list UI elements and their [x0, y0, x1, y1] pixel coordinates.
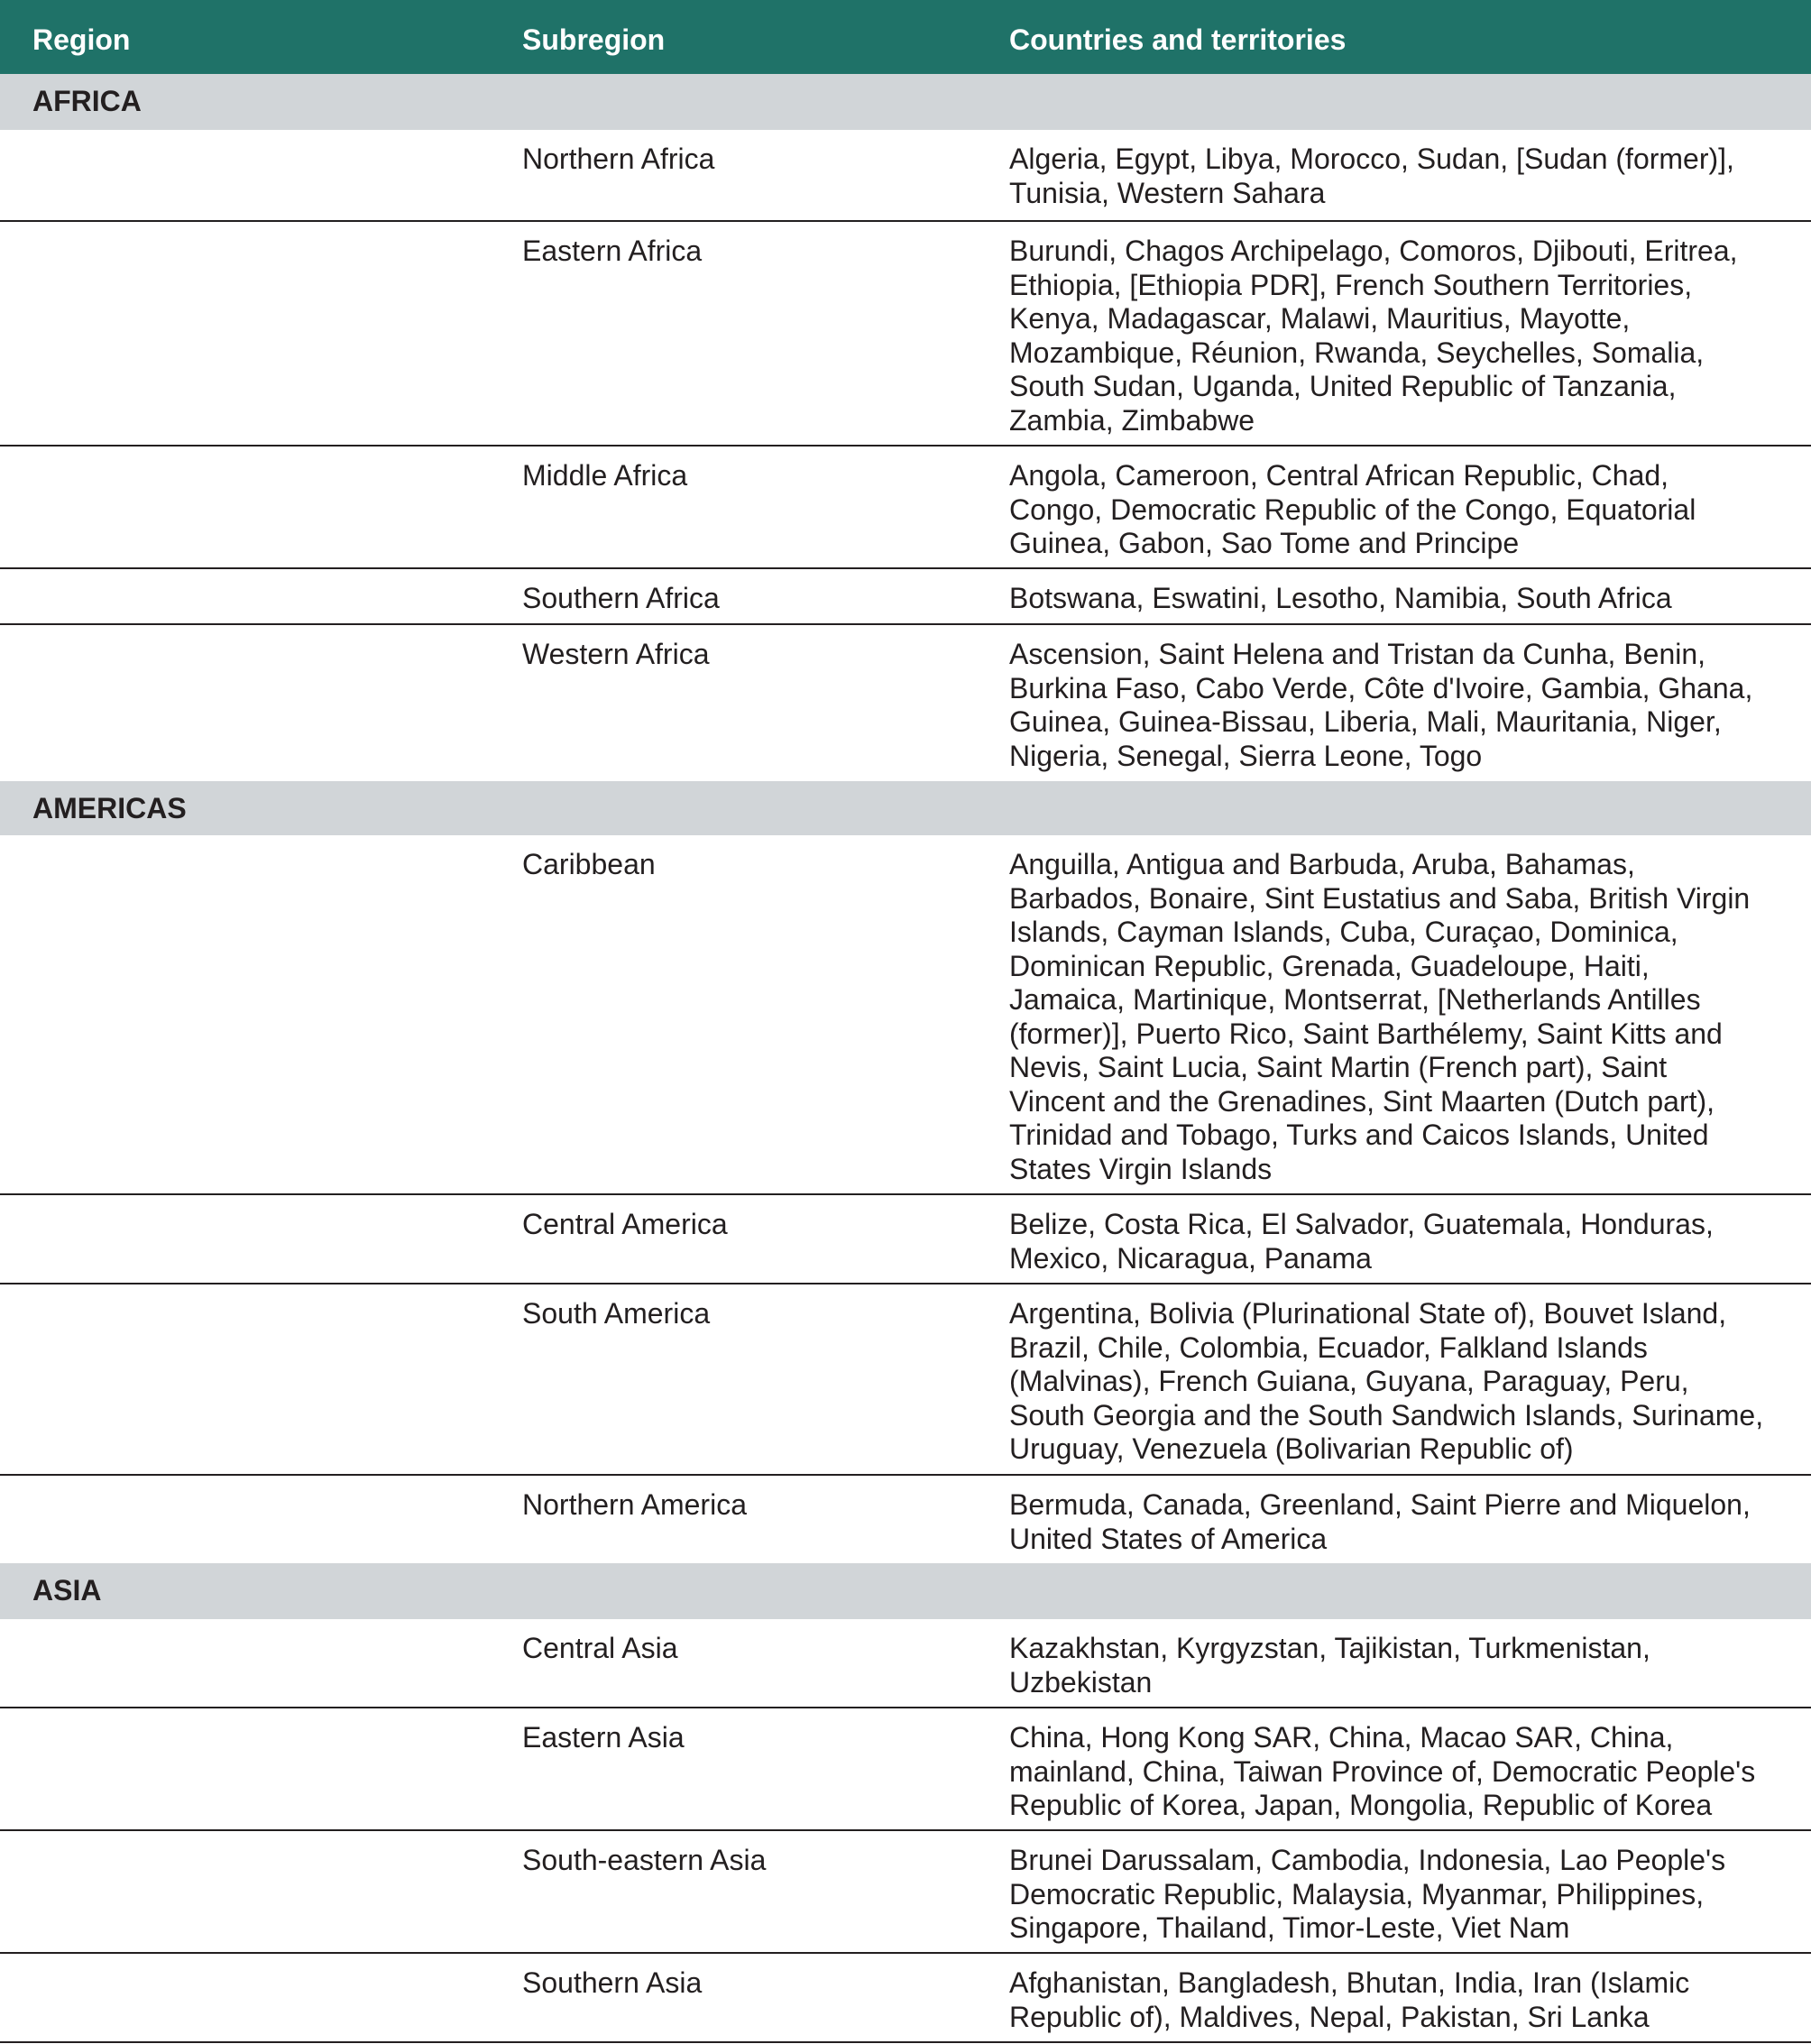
- countries-cell: Belize, Costa Rica, El Salvador, Guatemala, Honduras, Mexico, Nicaragua, Panama: [1009, 1208, 1714, 1275]
- table-row: [0, 1954, 1811, 2043]
- table-row: [0, 1195, 1811, 1284]
- region-africa: [0, 74, 1811, 130]
- table-header: [0, 0, 1811, 74]
- region-asia: [0, 1563, 1811, 1619]
- subregion-cell: Central Asia: [522, 1632, 678, 1664]
- countries-cell: Ascension, Saint Helena and Tristan da Cunha, Benin, Burkina Faso, Cabo Verde, Côte d'Ivoire, Gambia, Ghana, Guinea, Guinea-Bissau, Liberia, Mali, Mauritania, Niger, Nigeria, Senegal, Sierra Leone, Togo: [1009, 638, 1753, 772]
- subregion-cell: Caribbean: [522, 848, 656, 880]
- countries-cell: China, Hong Kong SAR, China, Macao SAR, China, mainland, China, Taiwan Province of, Democratic People's Republic of Korea, Japan, Mongolia, Republic of Korea: [1009, 1721, 1756, 1821]
- countries-cell: Anguilla, Antigua and Barbuda, Aruba, Bahamas, Barbados, Bonaire, Sint Eustatius and Saba, British Virgin Islands, Cayman Islands, Cuba, Curaçao, Dominica, Dominican Republic, Grenada, Guadeloupe, Haiti, Jamaica, Martinique, Montserrat, [Netherlands Antilles (former)], Puerto Rico, Saint Barthélemy, Saint Kitts and Nevis, Saint Lucia, Saint Martin (French part), Saint Vincent and the Grenadines, Sint Maarten (Dutch part), Trinidad and Tobago, Turks and Caicos Islands, United States Virgin Islands: [1009, 848, 1751, 1185]
- subregion-cell: Central America: [522, 1208, 728, 1240]
- table-row: [0, 1708, 1811, 1831]
- table-row: [0, 222, 1811, 447]
- header-region: Region: [32, 23, 131, 56]
- table-row: [0, 130, 1811, 222]
- header-subregion: Subregion: [522, 23, 666, 56]
- table-row: [0, 1284, 1811, 1476]
- countries-cell: Botswana, Eswatini, Lesotho, Namibia, South Africa: [1009, 582, 1672, 614]
- subregion-cell: Western Africa: [522, 638, 710, 670]
- countries-cell: Bermuda, Canada, Greenland, Saint Pierre and Miquelon, United States of America: [1009, 1488, 1751, 1555]
- header-countries: Countries and territories: [1009, 23, 1347, 56]
- region-americas: [0, 781, 1811, 835]
- countries-cell: Burundi, Chagos Archipelago, Comoros, Djibouti, Eritrea, Ethiopia, [Ethiopia PDR], French Southern Territories, Kenya, Madagascar, Malawi, Mauritius, Mayotte, Mozambique, Réunion, Rwanda, Seychelles, Somalia, South Sudan, Uganda, United Republic of Tanzania, Zambia, Zimbabwe: [1009, 235, 1738, 437]
- subregion-cell: Southern Africa: [522, 582, 720, 614]
- subregion-cell: South America: [522, 1297, 711, 1330]
- table-row: [0, 1476, 1811, 1563]
- region-label: AFRICA: [32, 85, 142, 117]
- table-row: [0, 625, 1811, 781]
- countries-cell: Argentina, Bolivia (Plurinational State of), Bouvet Island, Brazil, Chile, Colombia, Ecuador, Falkland Islands (Malvinas), French Guiana, Guyana, Paraguay, Peru, South Georgia and the South Sandwich Islands, Suriname, Uruguay, Venezuela (Bolivarian Republic of): [1009, 1297, 1764, 1465]
- subregion-cell: Eastern Africa: [522, 235, 703, 267]
- table-row: [0, 569, 1811, 625]
- table-row: [0, 1831, 1811, 1954]
- subregion-cell: Northern America: [522, 1488, 747, 1521]
- countries-cell: Kazakhstan, Kyrgyzstan, Tajikistan, Turkmenistan, Uzbekistan: [1009, 1632, 1650, 1699]
- subregion-cell: Middle Africa: [522, 459, 688, 492]
- region-label: AMERICAS: [32, 792, 187, 824]
- subregion-cell: Eastern Asia: [522, 1721, 685, 1754]
- subregion-cell: Southern Asia: [522, 1966, 703, 1999]
- table-row: [0, 447, 1811, 569]
- table-row: [0, 835, 1811, 1195]
- subregion-cell: Northern Africa: [522, 143, 715, 175]
- countries-cell: Brunei Darussalam, Cambodia, Indonesia, Lao People's Democratic Republic, Malaysia, Myanmar, Philippines, Singapore, Thailand, Timor-Leste, Viet Nam: [1009, 1844, 1726, 1944]
- region-label: ASIA: [32, 1574, 102, 1607]
- countries-cell: Angola, Cameroon, Central African Republic, Chad, Congo, Democratic Republic of the Congo, Equatorial Guinea, Gabon, Sao Tome and Principe: [1009, 459, 1696, 559]
- table-row: [0, 1619, 1811, 1708]
- countries-cell: Algeria, Egypt, Libya, Morocco, Sudan, [Sudan (former)], Tunisia, Western Sahara: [1009, 143, 1734, 209]
- subregion-cell: South-eastern Asia: [522, 1844, 767, 1876]
- countries-cell: Afghanistan, Bangladesh, Bhutan, India, Iran (Islamic Republic of), Maldives, Nepal, Pakistan, Sri Lanka: [1009, 1966, 1690, 2033]
